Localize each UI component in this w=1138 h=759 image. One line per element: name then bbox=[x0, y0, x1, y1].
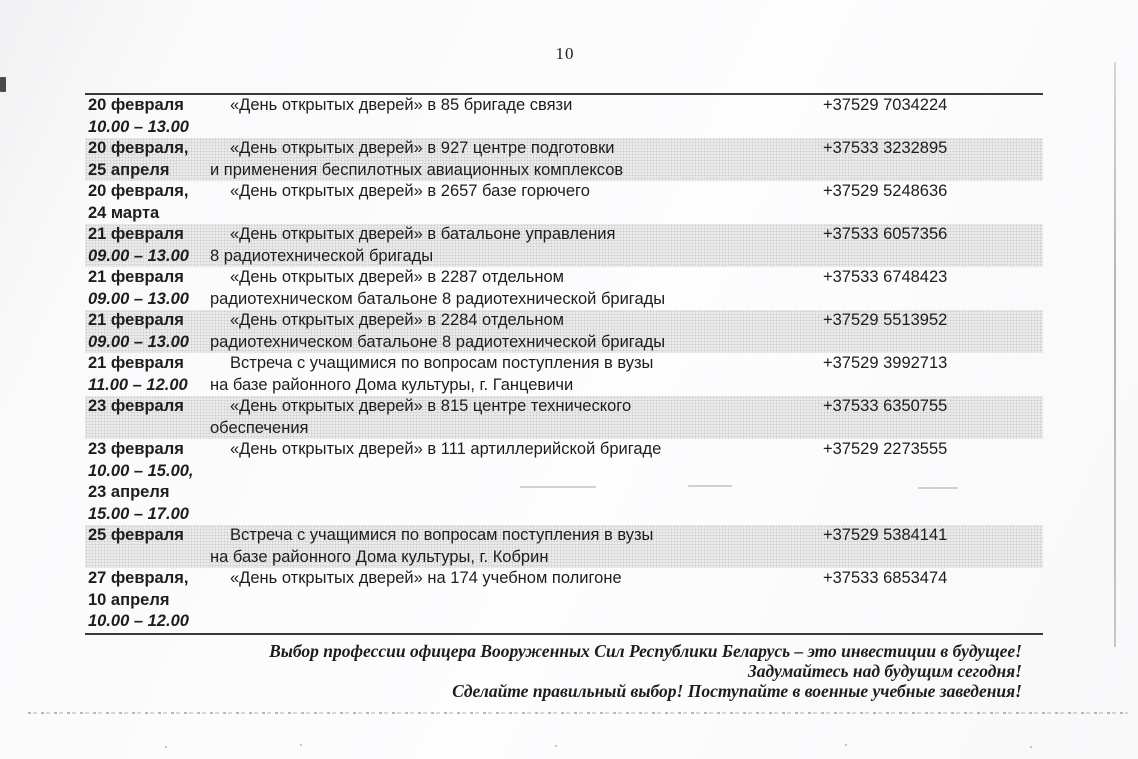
event-date-cell bbox=[85, 138, 210, 181]
event-date-cell bbox=[85, 267, 210, 310]
event-date-line: 15.00 – 17.00 bbox=[88, 504, 189, 523]
slogan-line: Задумайтесь над будущим сегодня! bbox=[747, 661, 1022, 681]
scan-speck bbox=[165, 746, 167, 748]
event-phone: +37529 5248636 bbox=[823, 182, 948, 200]
event-description: Встреча с учащимися по вопросам поступления в вузы на базе районного Дома культуры, г. Кобрин bbox=[210, 526, 654, 566]
event-date-line: 24 марта bbox=[88, 203, 160, 222]
event-date-line: 23 апреля bbox=[88, 483, 170, 501]
table-row bbox=[85, 568, 1043, 633]
event-date-line: 23 февраля bbox=[88, 397, 184, 415]
table-row bbox=[85, 353, 1043, 396]
event-date-line: 10.00 – 15.00, bbox=[88, 461, 194, 480]
event-description: «День открытых дверей» в 2287 отдельном радиотехническом батальоне 8 радиотехнической бригады bbox=[210, 268, 666, 308]
event-date-cell bbox=[85, 568, 210, 633]
table-row bbox=[85, 95, 1043, 138]
event-description: «День открытых дверей» в 2284 отдельном радиотехническом батальоне 8 радиотехнической бригады bbox=[210, 311, 666, 351]
table-row bbox=[85, 439, 1043, 525]
event-date-cell bbox=[85, 181, 210, 224]
event-phone: +37529 5384141 bbox=[823, 526, 948, 544]
event-date-line: 20 февраля, bbox=[88, 182, 189, 200]
slogan-line: Выбор профессии офицера Вооруженных Сил Республики Беларусь – это инвестиции в будущее! bbox=[269, 641, 1022, 661]
event-date-cell bbox=[85, 439, 210, 525]
faint-line-artifact bbox=[520, 486, 596, 488]
event-description: «День открытых дверей» в батальоне управления 8 радиотехнической бригады bbox=[210, 225, 616, 265]
scan-speck bbox=[300, 744, 302, 746]
dotted-scan-line bbox=[28, 712, 1128, 714]
event-date-cell bbox=[85, 396, 210, 439]
paper-edge-shadow bbox=[1114, 62, 1116, 647]
event-date-line: 25 февраля bbox=[88, 526, 184, 544]
faint-line-artifact bbox=[918, 487, 958, 489]
event-phone: +37533 3232895 bbox=[823, 139, 948, 157]
event-description: «День открытых дверей» в 111 артиллерийской бригаде bbox=[230, 440, 662, 458]
page-number: 10 bbox=[555, 44, 575, 63]
event-date-cell bbox=[85, 310, 210, 353]
faint-line-artifact bbox=[688, 485, 732, 487]
event-phone: +37533 6350755 bbox=[823, 397, 948, 415]
scan-speck bbox=[555, 745, 557, 747]
event-phone: +37533 6057356 bbox=[823, 225, 948, 243]
event-phone: +37529 7034224 bbox=[823, 96, 948, 114]
event-date-line: 10 апреля bbox=[88, 590, 170, 609]
event-description: Встреча с учащимися по вопросам поступления в вузы на базе районного Дома культуры, г. Ганцевичи bbox=[210, 354, 654, 394]
event-date-cell bbox=[85, 525, 210, 568]
slogan-line: Сделайте правильный выбор! Поступайте в военные учебные заведения! bbox=[452, 681, 1022, 701]
table-row bbox=[85, 224, 1043, 267]
event-date-line: 09.00 – 13.00 bbox=[88, 332, 189, 351]
event-date-line: 20 февраля, bbox=[88, 139, 189, 157]
event-date-cell bbox=[85, 95, 210, 138]
event-date-cell bbox=[85, 353, 210, 396]
event-phone: +37529 2273555 bbox=[823, 440, 948, 458]
event-date-line: 27 февраля, bbox=[88, 569, 189, 587]
event-description: «День открытых дверей» на 174 учебном полигоне bbox=[230, 569, 622, 587]
table-row bbox=[85, 310, 1043, 353]
event-phone: +37533 6853474 bbox=[823, 569, 948, 587]
event-description: «День открытых дверей» в 85 бригаде связи bbox=[230, 96, 573, 114]
event-description: «День открытых дверей» в 927 центре подготовки и применения беспилотных авиационных комплексов bbox=[210, 139, 624, 179]
scan-speck bbox=[1030, 746, 1032, 748]
table-row bbox=[85, 525, 1043, 568]
table-row bbox=[85, 396, 1043, 439]
event-date-line: 23 февраля bbox=[88, 440, 184, 458]
scan-edge-mark bbox=[0, 77, 6, 92]
event-date-line: 21 февраля bbox=[88, 311, 184, 329]
event-date-line: 09.00 – 13.00 bbox=[88, 289, 189, 308]
event-date-line: 25 апреля bbox=[88, 160, 170, 179]
event-phone: +37529 5513952 bbox=[823, 311, 948, 329]
event-description: «День открытых дверей» в 2657 базе горючего bbox=[230, 182, 590, 200]
event-date-line: 21 февраля bbox=[88, 268, 184, 286]
event-date-line: 20 февраля bbox=[88, 96, 184, 114]
schedule-table bbox=[85, 93, 1043, 635]
event-phone: +37533 6748423 bbox=[823, 268, 948, 286]
event-date-line: 09.00 – 13.00 bbox=[88, 246, 189, 265]
event-date-line: 11.00 – 12.00 bbox=[88, 375, 188, 394]
table-row bbox=[85, 181, 1043, 224]
scan-speck bbox=[845, 744, 847, 746]
event-date-cell bbox=[85, 224, 210, 267]
footer-slogans bbox=[269, 641, 1022, 701]
table-row bbox=[85, 267, 1043, 310]
event-date-line: 10.00 – 12.00 bbox=[88, 612, 189, 630]
event-phone: +37529 3992713 bbox=[823, 354, 948, 372]
event-description: «День открытых дверей» в 815 центре технического обеспечения bbox=[210, 397, 632, 437]
event-date-line: 21 февраля bbox=[88, 225, 184, 243]
table-row bbox=[85, 138, 1043, 181]
event-date-line: 10.00 – 13.00 bbox=[88, 117, 189, 136]
event-date-line: 21 февраля bbox=[88, 354, 184, 372]
